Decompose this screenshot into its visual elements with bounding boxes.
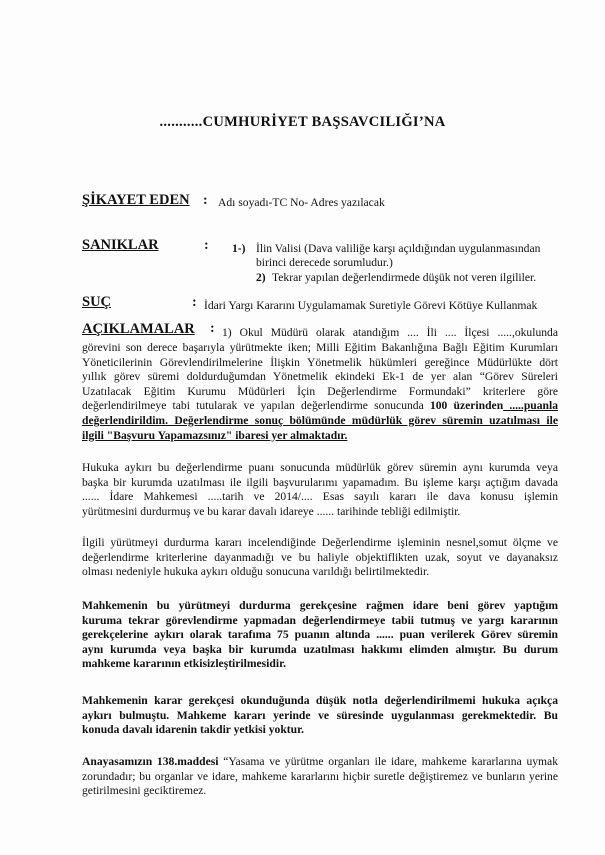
defendant-2-text: Tekrar yapılan değerlendirmede düşük not veren ilgililer. bbox=[272, 271, 537, 284]
paragraph-2-line-1: Hukuka aykırı bu değerlendirme puanı sonucunda müdürlük görev süremin aynı kurumda veya bbox=[82, 461, 558, 474]
paragraph-1 bbox=[222, 326, 558, 341]
paragraph-4-line-3: gerekçelerine aykırı olarak tarafıma 75 puanın altında ...... puan verilerek Görev süremin bbox=[82, 628, 558, 642]
constitution-article-ref: Anayasamızın 138.maddesi bbox=[82, 755, 219, 768]
defendant-1-line-1: İlin Valisi (Dava valiliğe karşı açıldığından uygulanmasından bbox=[256, 242, 541, 255]
paragraph-4 bbox=[82, 599, 558, 672]
paragraph-6-line-1 bbox=[82, 755, 558, 770]
paragraph-1-line-6 bbox=[82, 399, 558, 414]
paragraph-4-line-4: aynı kurumda veya başka bir kurumda uzatılması hakkımı elimden almıştır. Bu durum bbox=[82, 642, 558, 656]
paragraph-1-line-3: Yöneticilerinin Görevlendirilmelerine İlişkin Yönetmelik hükümleri gereğince Müdürlükte dört bbox=[82, 355, 558, 369]
offense-colon: : bbox=[192, 295, 197, 310]
defendant-1-line-2: birinci derecede sorumludur.) bbox=[256, 256, 393, 269]
defendants-label: SANIKLAR bbox=[82, 237, 159, 253]
paragraph-2-line-3: ...... İdare Mahkemesi .....tarih ve 2014/.... Esas sayılı kararı ile dava konusu işlemin bbox=[82, 490, 558, 504]
paragraph-6-line-2: zorundadır; bu organlar ve idare, mahkeme kararlarını hiçbir suretle değiştiremez ve bunların yerine bbox=[82, 769, 558, 783]
paragraph-5-line-2: aykırı bulmuştu. Mahkeme kararı yerinde ve süresinde uygulanması gerekmektedir. Bu bbox=[82, 708, 558, 722]
defendant-2-number: 2) bbox=[256, 271, 266, 284]
complainant-colon: : bbox=[203, 193, 208, 208]
paragraph-5 bbox=[82, 694, 558, 738]
paragraph-1-line-7: değerlendirildim. Değerlendirme sonuç bölümünde müdürlük görev süremin uzatılması ile bbox=[82, 413, 558, 427]
paragraph-3-line-2: değerlendirme kriterlerine dayanmadığı ve bu haliyle objektiflikten uzak, soyut ve dayanaksız bbox=[82, 550, 558, 564]
paragraph-5-line-3: konuda davalı idarenin takdir yetkisi yoktur. bbox=[82, 723, 305, 737]
paragraph-5-line-1: Mahkemenin karar gerekçesi okunduğunda düşük notla değerlendirilmemi hukuka açıkça bbox=[82, 694, 558, 707]
offense-label: SUÇ bbox=[82, 294, 112, 310]
document-title: ...........CUMHURİYET BAŞSAVCILIĞI’NA bbox=[159, 114, 446, 130]
explanations-colon: : bbox=[210, 321, 215, 336]
paragraph-1-score-text: 100 üzerinden bbox=[429, 399, 504, 413]
defendant-1-number: 1-) bbox=[232, 242, 246, 255]
paragraph-6-line-1-text: “Yasama ve yürütme organları ile idare, mahkeme kararlarına uymak bbox=[218, 755, 559, 768]
paragraph-1-line-1: 1) Okul Müdürü olarak atandığım .... İli .... İlçesi .....,okulunda bbox=[222, 326, 558, 339]
paragraph-2-line-2: başka bir kurumda uzatılması ile ilgili başvurularımı yapamadım. Bu işleme karşı açtığım davada bbox=[82, 475, 558, 489]
paragraph-2-line-4: yürütmesini durdurmuş ve bu karar davalı idareye ...... tarihinde tebliği edilmiştir. bbox=[82, 504, 461, 518]
paragraph-6-line-3: getirilmesini geciktiremez. bbox=[82, 784, 207, 798]
paragraph-1-line-2: görevini son derece başarıyla yürütmekte iken; Milli Eğitim Bakanlığına Bağlı Eğitim Kurumları bbox=[82, 341, 558, 354]
paragraph-6 bbox=[82, 755, 558, 799]
paragraph-3-line-1: İlgili yürütmeyi durdurma kararı incelendiğinde Değerlendirme işleminin nesnel,somut ölçme ve bbox=[82, 536, 558, 549]
complainant-text: Adı soyadı-TC No- Adres yazılacak bbox=[218, 196, 385, 209]
paragraph-1-body bbox=[82, 341, 558, 443]
explanations-label: AÇIKLAMALAR bbox=[82, 321, 195, 337]
paragraph-1-line-6-text: değerlendirilmeye tabi tutularak ve yapılan değerlendirme sonucunda bbox=[82, 399, 430, 413]
complainant-label: ŞİKAYET EDEN bbox=[82, 192, 190, 208]
paragraph-4-line-1: Mahkemenin bu yürütmeyi durdurma gerekçesine rağmen idare beni görev yaptığım bbox=[82, 599, 558, 612]
paragraph-3-line-3: olması nedeniyle hukuka aykırı olduğu sonucuna varıldığı belirtilmektedir. bbox=[82, 565, 430, 579]
paragraph-1-line-8: ilgili "Başvuru Yapamazsınız" ibaresi yer almaktadır. bbox=[82, 428, 348, 442]
paragraph-2 bbox=[82, 461, 558, 519]
defendants-colon: : bbox=[204, 238, 209, 253]
offense-text: İdari Yargı Kararını Uygulamamak Suretiyle Görevi Kötüye Kullanmak bbox=[204, 299, 538, 312]
paragraph-4-line-2: kuruma tekrar görevlendirme yapmadan değerlendirmeye tabii tutmuş ve yargı kararının bbox=[82, 613, 558, 627]
paragraph-3 bbox=[82, 536, 558, 580]
paragraph-1-score-blank: .....puanla bbox=[503, 399, 558, 413]
paragraph-1-line-4: yıllık görev süremi doldurduğumdan Yönetmelik ekindeki Ek-1 de yer alan “Görev Süreleri bbox=[82, 370, 558, 384]
paragraph-1-line-5: Uzatılacak Eğitim Kurumu Müdürleri İçin Değerlendirme Formundaki” kriterlere göre bbox=[82, 384, 558, 398]
paragraph-4-line-5: mahkeme kararının etkisizleştirilmesidir. bbox=[82, 657, 287, 671]
